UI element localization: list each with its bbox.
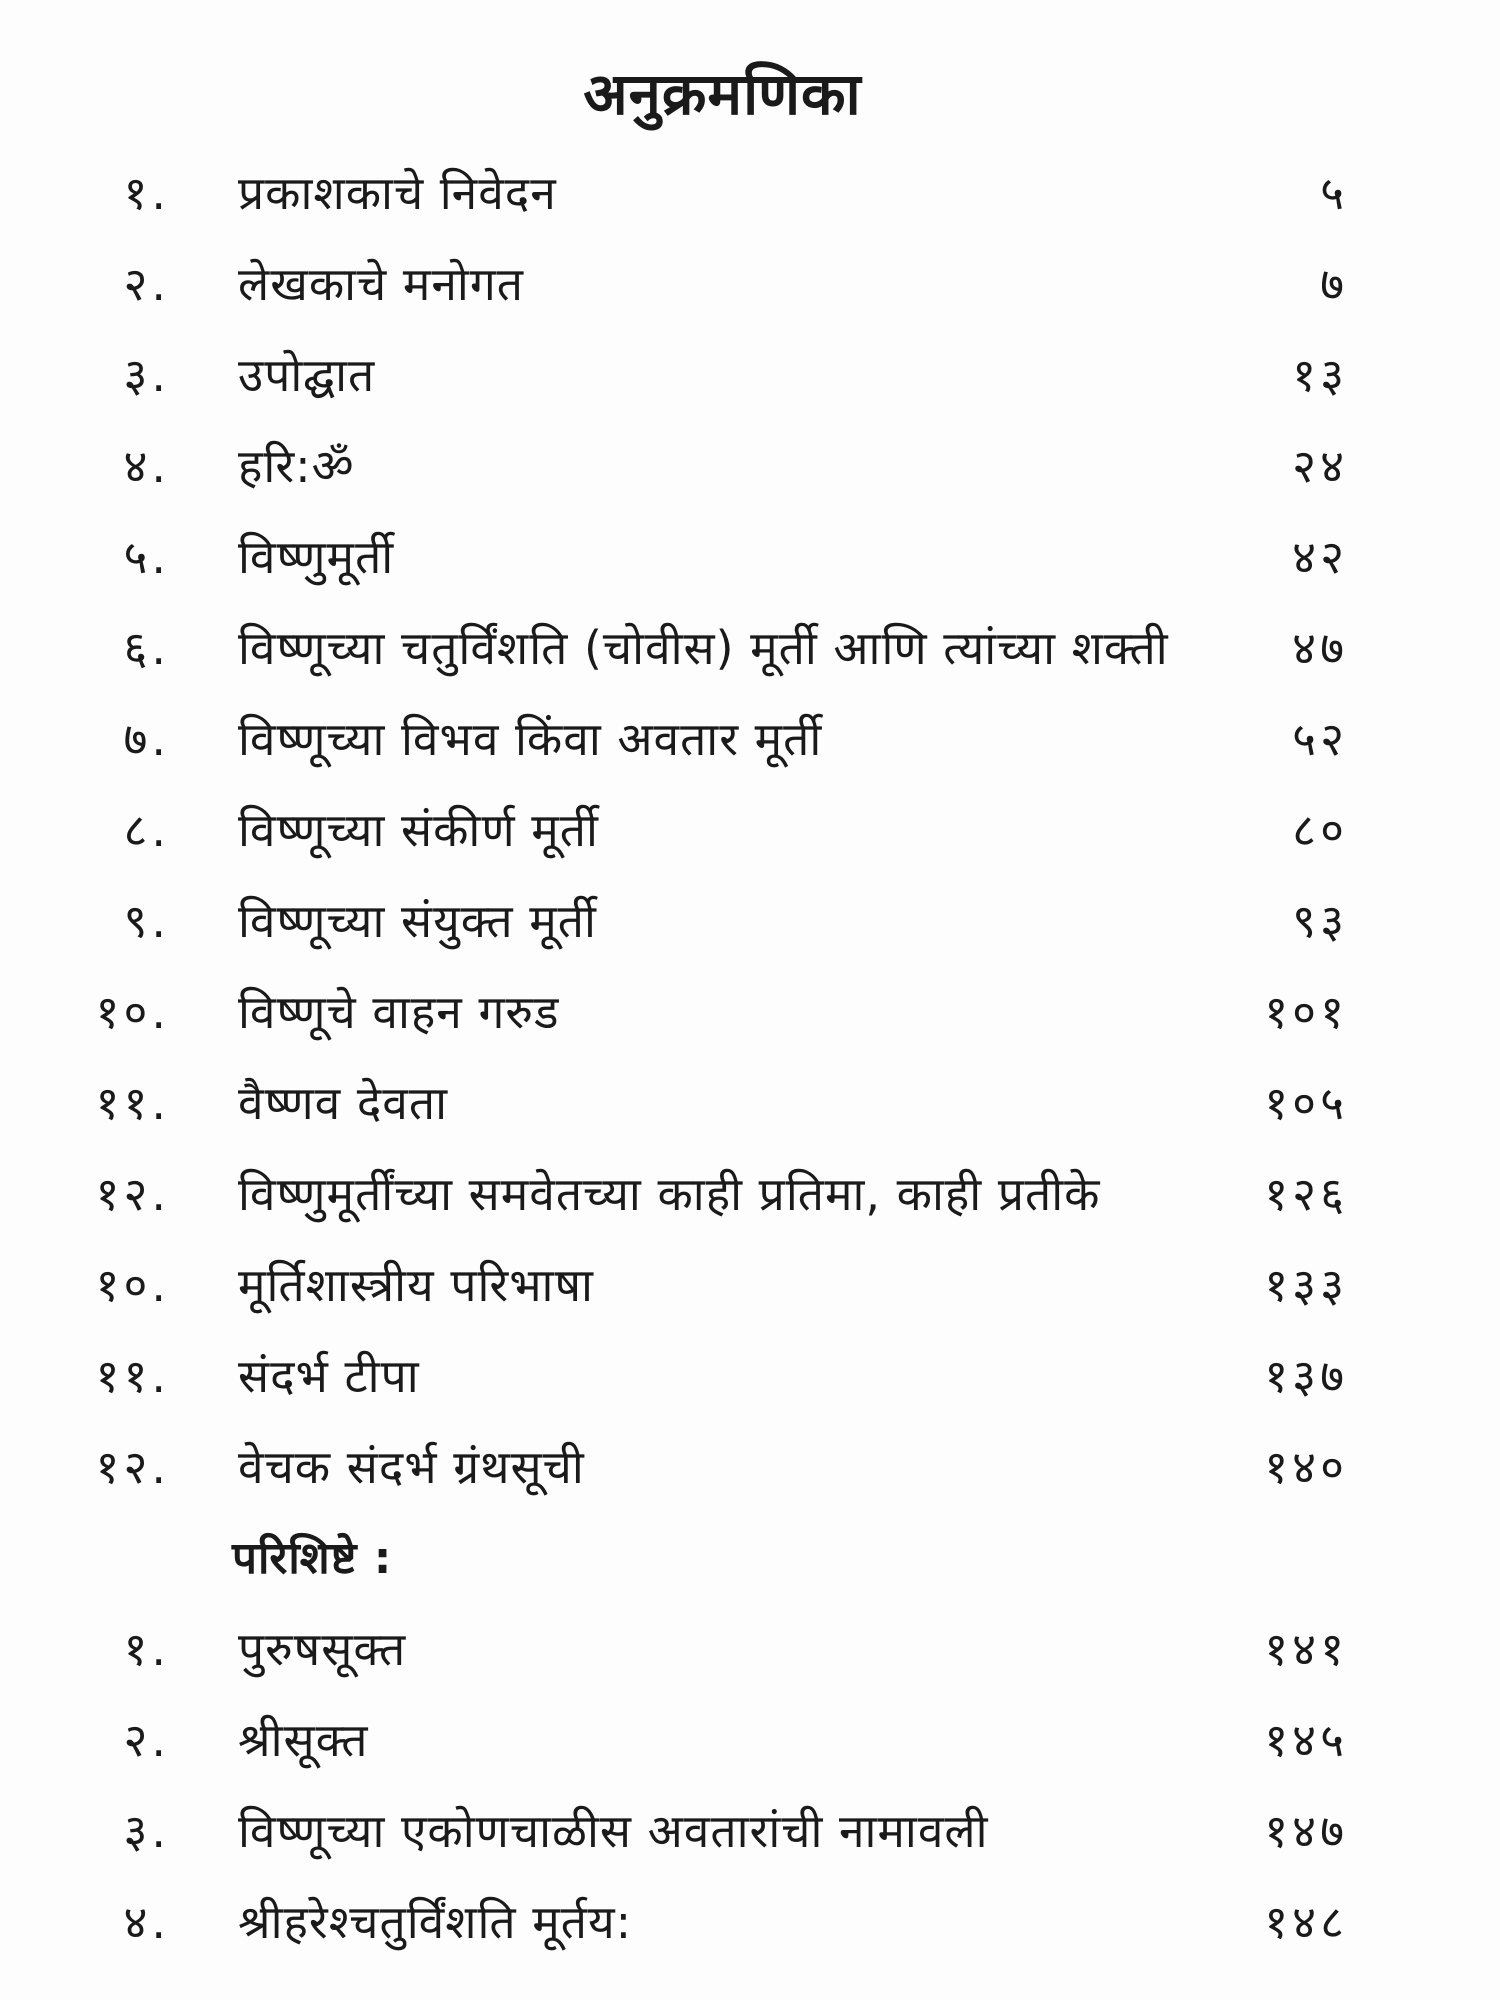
entry-number: ८. <box>123 803 170 857</box>
toc-entry <box>0 1149 1500 1240</box>
entry-page-number: ७ <box>1320 257 1348 311</box>
entry-title: पुरुषसूक्त <box>238 1622 407 1676</box>
entry-title: विष्णूच्या चतुर्विंशति (चोवीस) मूर्ती आणि त्यांच्या शक्ती <box>238 621 1169 675</box>
entry-page-number: १३ <box>1292 348 1348 402</box>
entry-number: ४. <box>123 439 170 493</box>
toc-entry <box>0 603 1500 694</box>
entry-page-number: १३७ <box>1264 1349 1348 1403</box>
entry-page-number: १४५ <box>1264 1713 1348 1767</box>
entry-number: ४. <box>123 1895 170 1949</box>
entry-page-number: १२६ <box>1264 1167 1348 1221</box>
entry-title: संदर्भ टीपा <box>238 1349 420 1403</box>
entry-page-number: ५ <box>1320 166 1348 220</box>
entry-number: ११. <box>95 1349 170 1403</box>
entry-number: १०. <box>95 1258 170 1312</box>
entry-title: विष्णूच्या एकोणचाळीस अवतारांची नामावली <box>238 1804 989 1858</box>
toc-entry <box>0 1422 1500 1513</box>
entry-page-number: २४ <box>1292 439 1348 493</box>
table-of-contents <box>0 148 1500 1968</box>
entry-number: १२. <box>95 1440 170 1494</box>
entry-title: विष्णुमूर्तींच्या समवेतच्या काही प्रतिमा, काही प्रतीके <box>238 1167 1101 1221</box>
toc-entry <box>0 330 1500 421</box>
toc-entry <box>0 694 1500 785</box>
entry-number: ३. <box>123 348 170 402</box>
entry-title: लेखकाचे मनोगत <box>238 257 524 311</box>
entry-title: श्रीहरेश्चतुर्विंशति मूर्तय: <box>238 1895 633 1949</box>
entry-number: १. <box>123 166 170 220</box>
toc-entry <box>0 1786 1500 1877</box>
entry-page-number: १४८ <box>1264 1895 1348 1949</box>
toc-entry <box>0 148 1500 239</box>
entry-title: विष्णूचे वाहन गरुड <box>238 985 560 1039</box>
entry-page-number: १४७ <box>1264 1804 1348 1858</box>
toc-entry <box>0 239 1500 330</box>
toc-entry <box>0 1331 1500 1422</box>
entry-page-number: १४१ <box>1264 1622 1348 1676</box>
appendix-heading-row <box>0 1513 1500 1604</box>
page-title: अनुक्रमणिका <box>583 60 862 128</box>
entry-page-number: १४० <box>1264 1440 1348 1494</box>
entry-page-number: १३३ <box>1264 1258 1348 1312</box>
toc-entry <box>0 876 1500 967</box>
entry-page-number: १०१ <box>1264 985 1348 1039</box>
entry-page-number: ५२ <box>1292 712 1348 766</box>
entry-title: उपोद्घात <box>238 348 376 402</box>
toc-entry <box>0 1058 1500 1149</box>
toc-entry <box>0 1695 1500 1786</box>
entry-number: ११. <box>95 1076 170 1130</box>
entry-number: ३. <box>123 1804 170 1858</box>
entry-number: १०. <box>95 985 170 1039</box>
entry-number: ९. <box>123 894 170 948</box>
toc-entry <box>0 785 1500 876</box>
appendix-heading: परिशिष्टे : <box>232 1533 393 1584</box>
entry-page-number: १०५ <box>1264 1076 1348 1130</box>
entry-number: ७. <box>123 712 170 766</box>
entry-title: वैष्णव देवता <box>238 1076 448 1130</box>
entry-number: २. <box>123 257 170 311</box>
entry-title: श्रीसूक्त <box>238 1713 369 1767</box>
toc-main-list <box>0 148 1500 1513</box>
toc-entry <box>0 1877 1500 1968</box>
entry-title: हरि:ॐ <box>238 439 355 493</box>
toc-appendix-list <box>0 1604 1500 1968</box>
entry-number: ५. <box>123 530 170 584</box>
entry-number: १२. <box>95 1167 170 1221</box>
entry-title: वेचक संदर्भ ग्रंथसूची <box>238 1440 585 1494</box>
entry-title: विष्णूच्या संकीर्ण मूर्ती <box>238 803 599 857</box>
entry-number: १. <box>123 1622 170 1676</box>
entry-title: मूर्तिशास्त्रीय परिभाषा <box>238 1258 594 1312</box>
toc-entry <box>0 512 1500 603</box>
entry-title: विष्णुमूर्ती <box>238 530 395 584</box>
entry-title: विष्णूच्या विभव किंवा अवतार मूर्ती <box>238 712 823 766</box>
entry-title: विष्णूच्या संयुक्त मूर्ती <box>238 894 597 948</box>
entry-page-number: ४७ <box>1292 621 1348 675</box>
entry-number: २. <box>123 1713 170 1767</box>
entry-number: ६. <box>123 621 170 675</box>
toc-entry <box>0 1604 1500 1695</box>
toc-entry <box>0 967 1500 1058</box>
toc-entry <box>0 421 1500 512</box>
entry-page-number: ४२ <box>1292 530 1348 584</box>
entry-page-number: ९३ <box>1292 894 1348 948</box>
entry-page-number: ८० <box>1292 803 1348 857</box>
entry-title: प्रकाशकाचे निवेदन <box>238 166 557 220</box>
toc-entry <box>0 1240 1500 1331</box>
